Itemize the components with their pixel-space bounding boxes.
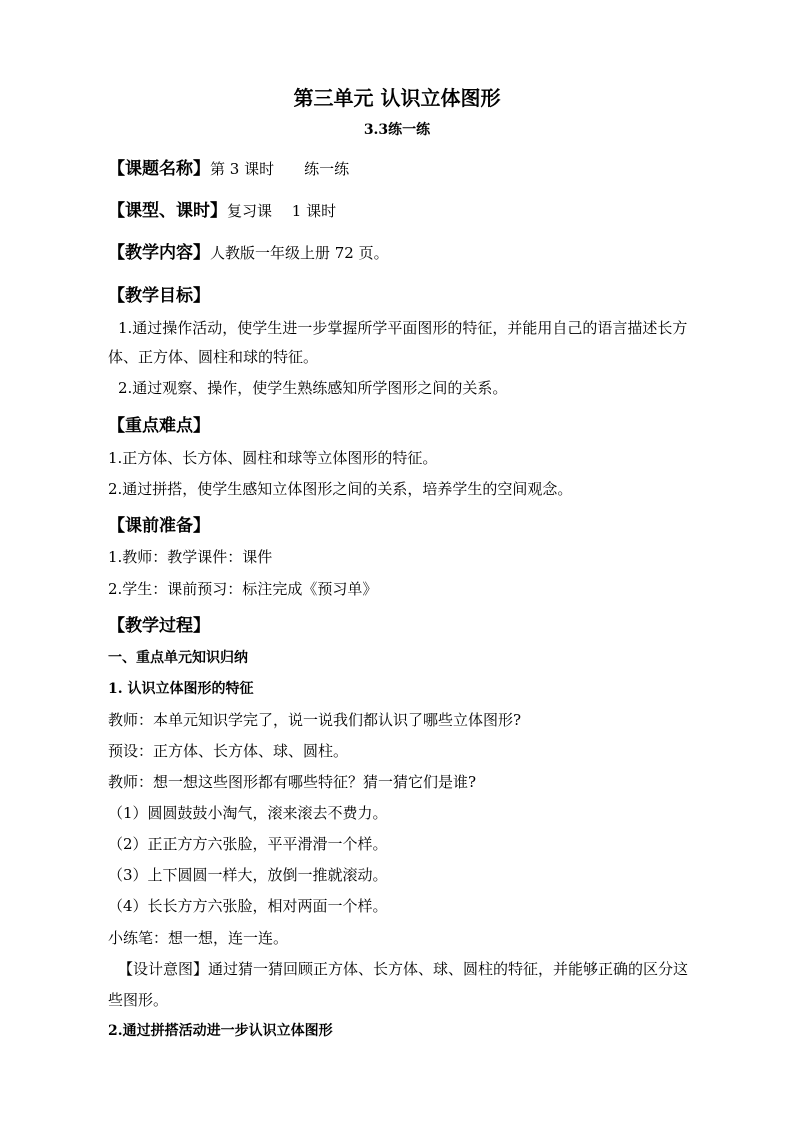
lesson-name-label: 【课题名称】 [108, 159, 210, 179]
lesson-type-row [108, 200, 336, 222]
process-line-3: 教师：想一想这些图形都有哪些特征？猜一猜它们是谁? [108, 773, 477, 791]
content-value: 人教版一年级上册 72 页。 [210, 244, 389, 262]
key-points-heading: 【重点难点】 [108, 416, 210, 436]
process-line-10: 些图形。 [108, 991, 169, 1009]
page-subtitle: 3.3练一练 [363, 122, 431, 138]
goals-line-3: 2.通过观察、操作，使学生熟练感知所学图形之间的关系。 [118, 379, 508, 397]
process-line-6: （3）上下圆圆一样大，放倒一推就滚动。 [108, 866, 388, 884]
process-line-7: （4）长长方方六张脸，相对两面一个样。 [108, 897, 388, 915]
content-row [108, 242, 389, 264]
preparation-line-2: 2.学生：课前预习：标注完成《预习单》 [108, 580, 378, 598]
goals-line-2: 体、正方体、圆柱和球的特征。 [108, 348, 319, 366]
process-line-8: 小练笔：想一想，连一连。 [108, 929, 289, 947]
page-title: 第三单元 认识立体图形 [293, 86, 501, 110]
goals-line-1: 1.通过操作活动，使学生进一步掌握所学平面图形的特征，并能用自己的语言描述长方 [118, 319, 688, 337]
process-heading: 【教学过程】 [108, 616, 210, 636]
content-label: 【教学内容】 [108, 243, 210, 263]
lesson-type-value: 复习课 1 课时 [227, 202, 337, 220]
lesson-name-row [108, 158, 349, 180]
lesson-name-value: 第 3 课时 练一练 [210, 160, 350, 178]
preparation-heading: 【课前准备】 [108, 516, 210, 536]
process-sub2-title: 2.通过拼搭活动进一步认识立体图形 [108, 1023, 333, 1039]
preparation-line-1: 1.教师：教学课件：课件 [108, 548, 273, 566]
process-line-1: 教师：本单元知识学完了，说一说我们都认识了哪些立体图形? [108, 711, 522, 729]
process-line-4: （1）圆圆鼓鼓小淘气，滚来滚去不费力。 [108, 804, 388, 822]
goals-heading: 【教学目标】 [108, 286, 210, 306]
process-line-2: 预设：正方体、长方体、球、圆柱。 [108, 742, 349, 760]
process-sub1-title: 1. 认识立体图形的特征 [108, 681, 254, 697]
key-points-line-2: 2.通过拼搭，使学生感知立体图形之间的关系，培养学生的空间观念。 [108, 480, 573, 498]
process-line-5: （2）正正方方六张脸，平平滑滑一个样。 [108, 835, 388, 853]
process-part1-title: 一、重点单元知识归纳 [108, 650, 248, 666]
lesson-type-label: 【课型、课时】 [108, 201, 227, 221]
process-line-9: 【设计意图】通过猜一猜回顾正方体、长方体、球、圆柱的特征，并能够正确的区分这 [118, 960, 689, 978]
key-points-line-1: 1.正方体、长方体、圆柱和球等立体图形的特征。 [108, 449, 438, 467]
